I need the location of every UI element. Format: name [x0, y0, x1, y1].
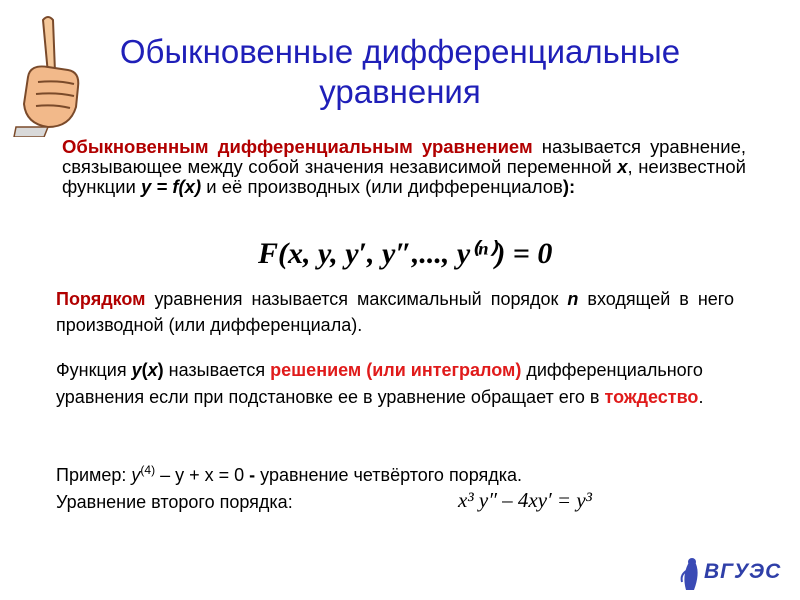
title-line-2: уравнения	[319, 73, 481, 110]
example-text: уравнение четвёртого порядка. Уравнение второго порядка:	[56, 465, 523, 512]
example-equation: – y + x = 0	[155, 465, 250, 485]
example-label: Пример:	[56, 465, 132, 485]
order-text-1: уравнения называется максимальный порядок	[145, 289, 568, 309]
definition-text-3: и её производных (или дифференциалов	[201, 176, 563, 197]
solution-mid: называется	[163, 360, 271, 380]
identity-term: тождество	[604, 387, 699, 407]
formula-image	[252, 225, 602, 281]
solution-term: решением (или интегралом)	[270, 360, 522, 380]
solution-close-paren: )	[157, 360, 164, 380]
definition-term: Обыкновенным дифференциальным уравнением	[62, 136, 533, 157]
var-n: n	[567, 289, 579, 309]
definition-end: ):	[562, 176, 576, 197]
solution-var-y: y	[131, 360, 142, 380]
solution-line-2: дифференциального уравнения если при подстановке ее в уравнение обращает его в	[56, 360, 703, 407]
solution-end: .	[698, 387, 704, 407]
order-text-2: входящей в него производной (или дифференциала).	[56, 289, 734, 335]
solution-open-paren: (	[141, 360, 148, 380]
second-order-formula: x³ y″ – 4xy′ = y³	[458, 488, 592, 512]
var-x: x	[617, 156, 628, 177]
general-ode-formula	[252, 225, 602, 281]
order-term: Порядком	[56, 289, 146, 309]
function-notation: y = f(x)	[140, 176, 202, 197]
logo-text: ВГУЭС	[704, 560, 782, 583]
formula-text: F(x, y, y′, y″,..., y⁽ⁿ⁾) = 0	[258, 237, 553, 270]
definition-text-2: , неизвестной функции	[62, 156, 746, 197]
definition-text-1: называется уравнение, связывающее между собой значения независимой переменной	[62, 136, 746, 177]
definition-paragraph	[62, 137, 746, 197]
example-sup: (4)	[140, 463, 156, 477]
example-var-y: y	[131, 465, 141, 485]
solution-pre: Функция	[56, 360, 132, 380]
title-line-1: Обыкновенные дифференциальные	[119, 33, 681, 70]
solution-var-x: x	[147, 360, 158, 380]
slide-title	[80, 32, 720, 112]
solution-paragraph	[56, 357, 736, 411]
pointing-hand-icon	[8, 12, 88, 137]
order-paragraph	[56, 286, 734, 338]
example-dash: -	[249, 465, 256, 485]
